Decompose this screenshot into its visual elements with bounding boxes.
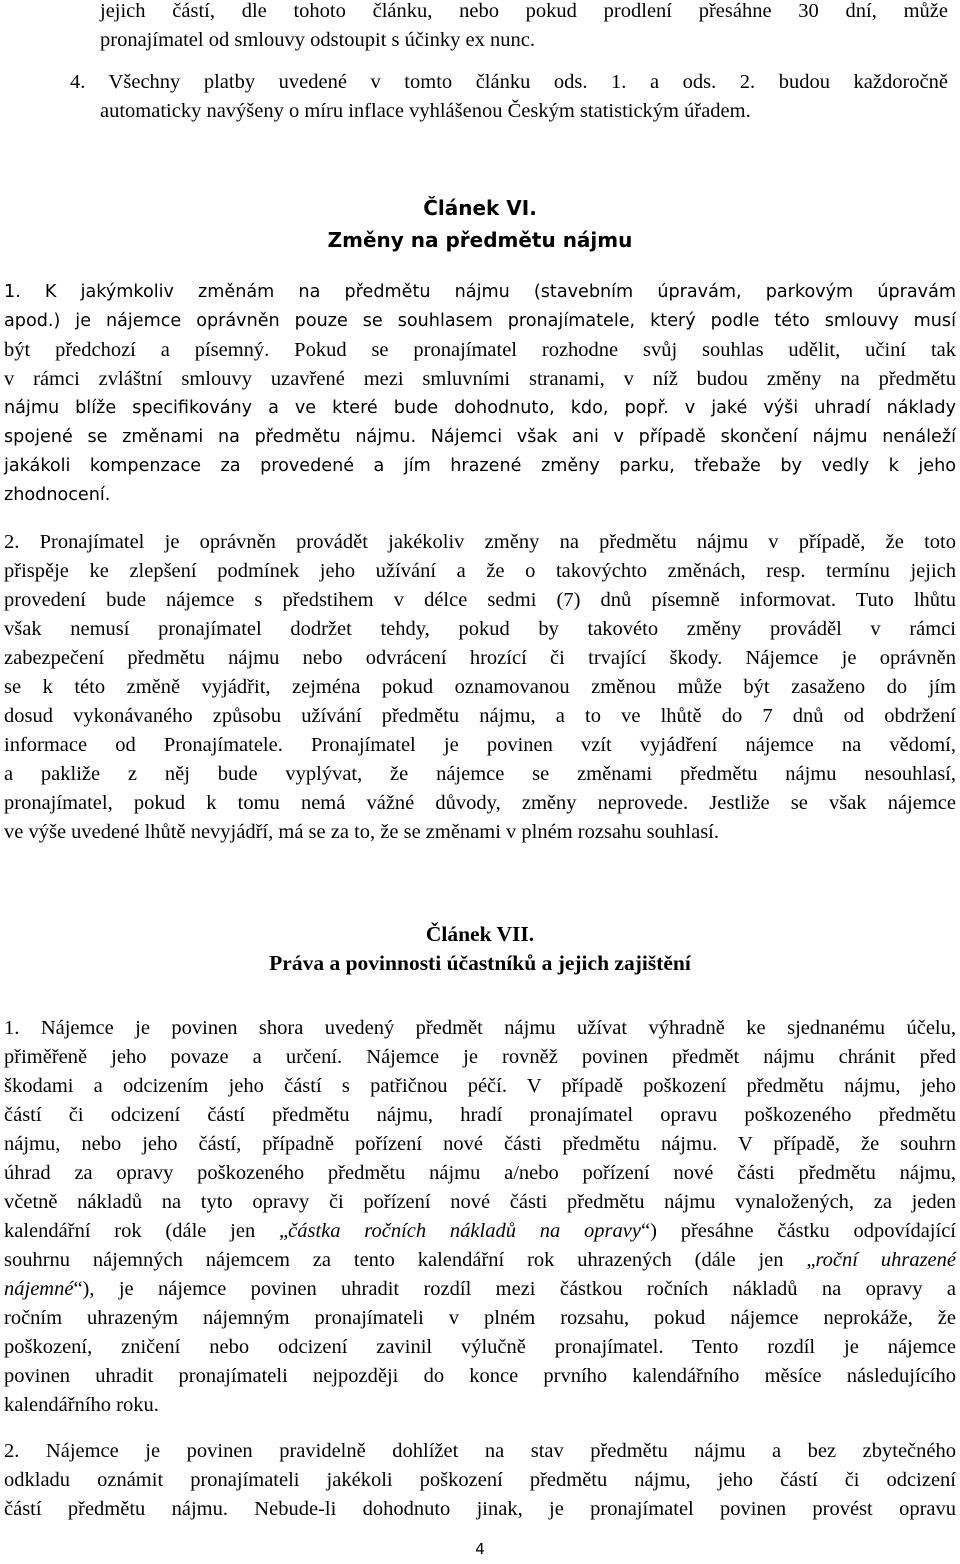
defined-term: nájemné (4, 1278, 74, 1300)
article-6-paragraph-2 (4, 528, 956, 847)
text-line: být předchozí a písemný. Pokud se pronajímatel rozhodne svůj souhlas udělit, učiní tak (4, 339, 956, 361)
text-line: kalendářního roku. (4, 1394, 159, 1416)
text-line: částí předmětu nájmu. Nebude-li dohodnuto jinak, je pronajímatel povinen provést opravu (4, 1498, 956, 1520)
text-line: 1. K jakýmkoliv změnám na předmětu nájmu (stavebním úpravám, parkovým úpravám (4, 282, 956, 302)
text-run: “), je nájemce povinen uhradit rozdíl mezi částkou ročních nákladů na opravy a (73, 1278, 956, 1300)
text-line: zabezpečení předmětu nájmu nebo odvrácení hrozící či trvající škody. Nájemce je oprávněn (4, 647, 956, 669)
article-6-paragraph-1 (4, 278, 956, 510)
text-line: škodami a odcizením jeho částí s patřičnou péčí. V případě poškození předmětu nájmu, jeho (4, 1075, 956, 1097)
text-line: apod.) je nájemce oprávněn pouze se souhlasem pronajímatele, který podle této smlouvy musí (4, 311, 956, 331)
text-line: 4. Všechny platby uvedené v tomto článku ods. 1. a ods. 2. budou každoročně (70, 71, 948, 93)
text-line: provedení bude nájemce s předstihem v délce sedmi (7) dnů písemně informovat. Tuto lhůtu (4, 589, 956, 611)
text-line: 2. Pronajímatel je oprávněn provádět jakékoliv změny na předmětu nájmu v případě, že toto (4, 531, 956, 553)
text-line: částí či odcizení částí předmětu nájmu, hradí pronajímatel opravu poškozeného předmětu (4, 1104, 956, 1126)
defined-term: částka ročních nákladů na opravy (288, 1220, 641, 1242)
text-line: však nemusí pronajímatel dodržet tehdy, pokud by takovéto změny prováděl v rámci (4, 618, 956, 640)
article-7-heading: Článek VII. (425, 922, 535, 946)
defined-term: roční uhrazené (815, 1249, 956, 1271)
text-line: automaticky navýšeny o míru inflace vyhlášenou Českým statistickým úřadem. (100, 100, 751, 122)
text-line: zhodnocení. (4, 485, 111, 505)
article-7-paragraph-1 (4, 1014, 956, 1420)
text-line: pronajímatel, pokud k tomu nemá vážné důvody, změny neprovede. Jestliže se však nájemce (4, 792, 956, 814)
text-line: nájmu blíže specifikovány a ve které bude dohodnuto, kdo, popř. v jaké výši uhradí náklady (4, 398, 956, 418)
text-line: úhrad za opravy poškozeného předmětu nájmu a/nebo pořízení nové části předmětu nájmu, (4, 1162, 956, 1184)
text-line: jejich částí, dle tohoto článku, nebo pokud prodlení přesáhne 30 dní, může (100, 0, 948, 22)
text-line: informace od Pronajímatele. Pronajímatel je povinen vzít vyjádření nájemce na vědomí, (4, 734, 956, 756)
text-line: jakákoli kompenzace za provedené a jím hrazené změny parku, třebaže by vedly k jeho (4, 456, 956, 476)
continued-paragraph (100, 0, 948, 55)
text-line (4, 1217, 956, 1246)
text-line: dosud vykonávaného způsobu užívání předmětu nájmu, a to ve lhůtě do 7 dnů od obdržení (4, 705, 956, 727)
page-number: 4 (475, 1540, 485, 1558)
article-6-heading: Článek VI. (423, 196, 537, 220)
text-line: odkladu oznámit pronajímateli jakékoli poškození předmětu nájmu, jeho částí či odcizení (4, 1469, 956, 1491)
text-line: nájmu, nebo jeho částí, případně pořízení nové části předmětu nájmu. V případě, že souhrn (4, 1133, 956, 1155)
text-run: kalendářní rok (dále jen „ (4, 1220, 289, 1242)
text-line (4, 1246, 956, 1275)
text-line: 1. Nájemce je povinen shora uvedený předmět nájmu užívat výhradně ke sjednanému účelu, (4, 1017, 956, 1039)
text-line: pronajímatel od smlouvy odstoupit s účinky ex nunc. (100, 29, 536, 51)
text-line: a pakliže z něj bude vyplývat, že nájemce se změnami předmětu nájmu nesouhlasí, (4, 763, 956, 785)
text-line: se k této změně vyjádřit, zejména pokud oznamovanou změnou může být zasaženo do jím (4, 676, 956, 698)
text-line (4, 1275, 956, 1304)
text-line: v rámci zvláštní smlouvy uzavřené mezi smluvními stranami, v níž budou změny na předmětu (4, 368, 956, 390)
text-line: poškození, zničení nebo odcizení zavinil výlučně pronajímatel. Tento rozdíl je nájemce (4, 1336, 956, 1358)
text-run: “) přesáhne částku odpovídající (641, 1220, 956, 1242)
text-line: povinen uhradit pronajímateli nejpozději do konce prvního kalendářního měsíce následujícího (4, 1365, 956, 1387)
text-line: ve výše uvedené lhůtě nevyjádří, má se za to, že se změnami v plném rozsahu souhlasí. (4, 821, 719, 843)
text-run: souhrnu nájemných nájemcem za tento kalendářní rok uhrazených (dále jen „ (4, 1249, 816, 1271)
text-line: spojené se změnami na předmětu nájmu. Nájemci však ani v případě skončení nájmu nenáleží (4, 427, 956, 447)
text-line: přispěje ke zlepšení podmínek jeho užívání a že o takovýchto změnách, resp. termínu jejich (4, 560, 956, 582)
article-7-subheading: Práva a povinnosti účastníků a jejich zajištění (269, 951, 691, 975)
text-line: přiměřeně jeho povaze a určení. Nájemce je rovněž povinen předmět nájmu chránit před (4, 1046, 956, 1068)
article-7-paragraph-2 (4, 1437, 956, 1524)
article-6-subheading: Změny na předmětu nájmu (327, 228, 633, 252)
list-item-4 (70, 68, 948, 126)
text-line: 2. Nájemce je povinen pravidelně dohlížet na stav předmětu nájmu a bez zbytečného (4, 1440, 956, 1462)
text-line: ročním uhrazeným nájemným pronajímateli v plném rozsahu, pokud nájemce neprokáže, že (4, 1307, 956, 1329)
text-line: včetně nákladů na tyto opravy či pořízení nové části předmětu nájmu vynaložených, za jeden (4, 1191, 956, 1213)
